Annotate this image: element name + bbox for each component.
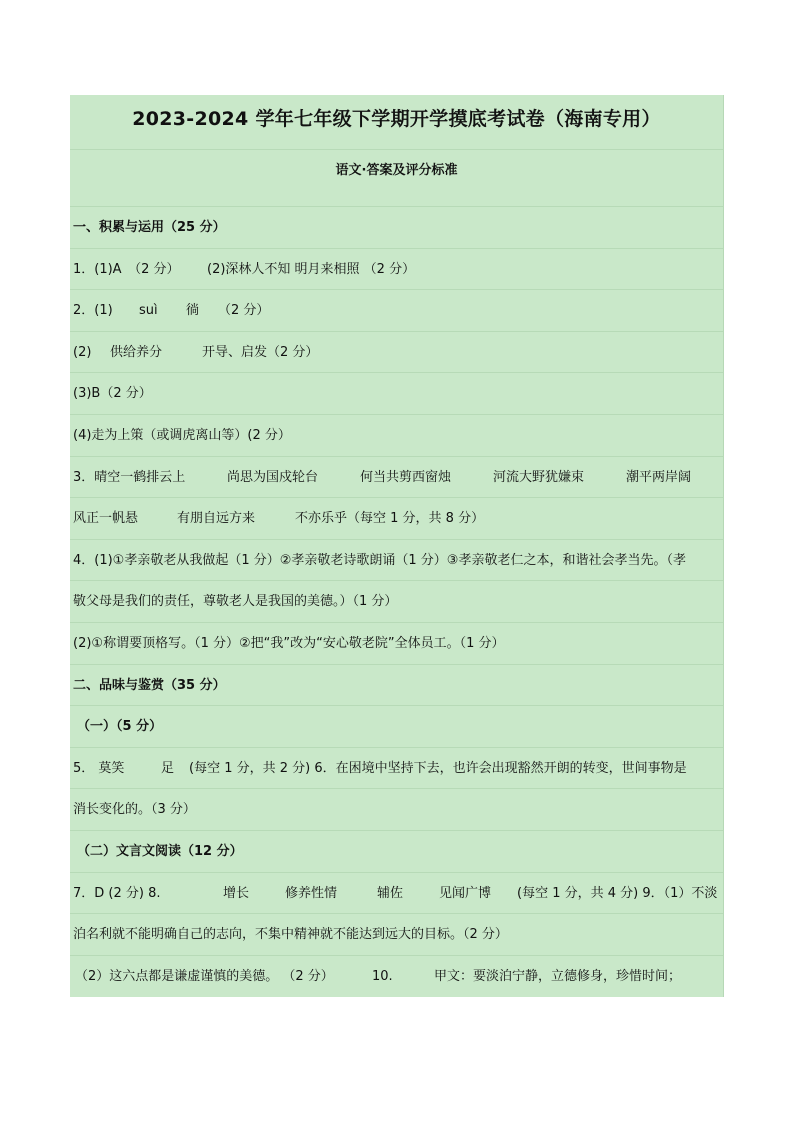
answer-text: 5． 莫笑 — [73, 760, 125, 776]
answer-text: （一）（5 分） — [77, 719, 163, 735]
answer-line — [70, 748, 723, 790]
answer-text: 4．(1)①孝亲敬老从我做起（1 分）②孝亲敬老诗歌朗诵（1 分）③孝亲敬老仁之本，和谐社会孝当先。（孝 — [73, 552, 686, 568]
answer-line — [70, 373, 723, 415]
answer-text: （2 分） — [218, 303, 270, 319]
answer-text: （二）文言文阅读（12 分） — [77, 843, 243, 859]
answer-text: 供给养分 — [110, 344, 163, 360]
answer-text: 何当共剪西窗烛 — [360, 469, 452, 485]
answer-line — [70, 665, 723, 707]
subtitle-row — [70, 150, 723, 207]
answer-text: 足 — [161, 760, 175, 776]
answer-line — [70, 623, 723, 665]
answer-line — [70, 914, 723, 956]
answer-text: (2)深林人不知 明月来相照 （2 分） — [207, 261, 416, 277]
answer-line — [70, 706, 723, 748]
answer-text: 修养性情 — [285, 885, 338, 901]
answer-text: (3)B（2 分） — [73, 386, 152, 402]
answer-line — [70, 789, 723, 831]
answer-text: 1．(1)A （2 分） — [73, 261, 180, 277]
answer-line — [70, 540, 723, 582]
title-row — [70, 95, 723, 150]
answer-text: 增长 — [223, 885, 250, 901]
answer-line — [70, 415, 723, 457]
answer-lines — [70, 207, 723, 997]
answer-text: 7．D (2 分) 8. — [73, 885, 161, 901]
answer-text: 不亦乐乎（每空 1 分，共 8 分） — [295, 511, 485, 527]
answer-text: 二、品味与鉴赏（35 分） — [73, 677, 226, 693]
answer-sheet — [70, 95, 724, 997]
answer-text: 潮平两岸阔 — [626, 469, 692, 485]
answer-text: （2）这六点都是谦虚谨慎的美德。 （2 分） — [75, 968, 334, 984]
answer-text: (4)走为上策（或调虎离山等）(2 分） — [73, 427, 291, 443]
answer-text: (2) — [73, 344, 92, 360]
answer-text: 风正一帆悬 — [73, 511, 139, 527]
answer-text: 泊名利就不能明确自己的志向，不集中精神就不能达到远大的目标。（2 分） — [73, 927, 508, 943]
answer-text: 甲文：要淡泊宁静，立德修身，珍惜时间； — [434, 968, 682, 984]
answer-line — [70, 290, 723, 332]
answer-line — [70, 498, 723, 540]
answer-text: 见闻广博 — [439, 885, 492, 901]
answer-text: (每空 1 分，共 4 分) 9．（1）不淡 — [517, 885, 718, 901]
answer-text: (每空 1 分，共 2 分) 6．在困境中坚持下去，也许会出现豁然开朗的转变，世间事物是 — [189, 760, 687, 776]
answer-line — [70, 831, 723, 873]
answer-line — [70, 249, 723, 291]
answer-line — [70, 207, 723, 249]
document-subtitle: 语文·答案及评分标准 — [335, 163, 458, 178]
answer-line — [70, 457, 723, 499]
answer-text: 敬父母是我们的责任，尊敬老人是我国的美德。）（1 分） — [73, 594, 398, 610]
answer-line — [70, 956, 723, 998]
answer-text: 2．(1) — [73, 303, 113, 319]
answer-text: 辅佐 — [377, 885, 404, 901]
answer-text: 消长变化的。（3 分） — [73, 802, 196, 818]
answer-line — [70, 873, 723, 915]
answer-text: 尚思为国戍轮台 — [227, 469, 319, 485]
answer-text: (2)①称谓要顶格写。（1 分）②把“我”改为“安心敬老院”全体员工。（1 分） — [73, 635, 505, 651]
document-title: 2023-2024 学年七年级下学期开学摸底考试卷（海南专用） — [132, 108, 661, 130]
answer-text: 河流大野犹嫌束 — [493, 469, 585, 485]
answer-line — [70, 581, 723, 623]
answer-text: 一、积累与运用（25 分） — [73, 220, 226, 235]
answer-text: 开导、启发（2 分） — [202, 344, 319, 360]
answer-text: 3．晴空一鹤排云上 — [73, 469, 186, 485]
answer-text: 徜 — [186, 303, 200, 319]
answer-text: suì — [139, 303, 158, 319]
answer-text: 有朋自远方来 — [177, 511, 256, 527]
answer-line — [70, 332, 723, 374]
answer-text: 10. — [372, 968, 393, 984]
